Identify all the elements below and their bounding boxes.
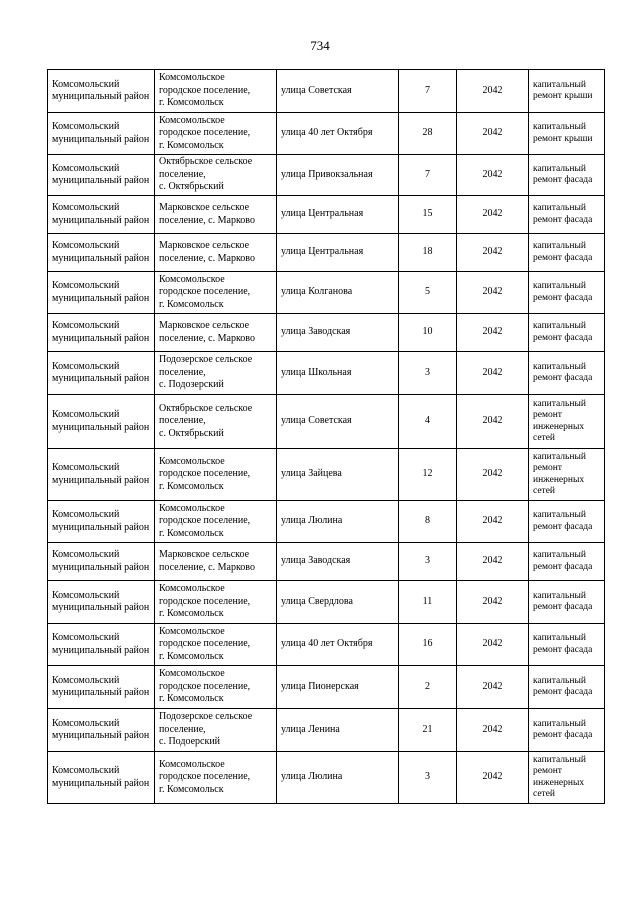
cell-line: капитальный	[533, 163, 586, 174]
cell-line: Марковское сельское	[159, 202, 250, 213]
cell-line: городское поселение,	[159, 127, 251, 139]
cell-line: г. Комсомольск	[159, 480, 224, 492]
cell-line: ремонт фасада	[533, 214, 593, 225]
table-row	[48, 752, 605, 804]
district-cell: Комсомольский муниципальный район	[48, 70, 155, 113]
street-cell: улица Привокзальная	[277, 155, 399, 196]
district-cell: Комсомольский муниципальный район	[48, 449, 155, 501]
settlement-cell	[155, 501, 277, 543]
settlement-cell	[155, 709, 277, 752]
street-cell: улица Советская	[277, 395, 399, 449]
house-number-cell: 4	[399, 395, 457, 449]
cell-line: капитальный	[533, 241, 586, 251]
cell-line: г. Комсомольск	[159, 527, 224, 539]
cell-line: ремонт фасада	[533, 252, 593, 263]
street-cell: улица Школьная	[277, 352, 399, 395]
house-number-cell: 3	[399, 352, 457, 395]
year-cell: 2042	[457, 581, 529, 624]
cell-line: Октябрьское сельское	[159, 156, 253, 168]
settlement-cell	[155, 666, 277, 709]
cell-line: капитальный	[533, 718, 586, 729]
house-number-cell: 3	[399, 543, 457, 581]
cell-line: городское поселение,	[159, 680, 251, 692]
cell-line: ремонт фасада	[533, 602, 593, 612]
cell-line: ремонт фасада	[533, 292, 593, 303]
year-cell: 2042	[457, 196, 529, 234]
district-cell: Комсомольский муниципальный район	[48, 314, 155, 352]
cell-line: сетей	[533, 433, 556, 443]
district-cell: Комсомольский муниципальный район	[48, 272, 155, 314]
street-cell: улица Заводская	[277, 543, 399, 581]
table-row	[48, 352, 605, 395]
settlement-cell	[155, 314, 277, 352]
year-cell: 2042	[457, 666, 529, 709]
street-cell: улица Советская	[277, 70, 399, 113]
table-row	[48, 70, 605, 113]
settlement-cell	[155, 70, 277, 113]
cell-line: поселение, с. Марково	[159, 214, 255, 226]
cell-line: ремонт фасада	[533, 332, 593, 343]
year-cell: 2042	[457, 709, 529, 752]
cell-line: капитальный	[533, 321, 586, 331]
page-number: 734	[310, 38, 330, 53]
district-cell: Комсомольский муниципальный район	[48, 581, 155, 624]
street-cell: улица Пионерская	[277, 666, 399, 709]
work-type-cell	[529, 624, 605, 666]
cell-line: Подозерское сельское	[159, 354, 253, 366]
work-type-cell	[529, 272, 605, 314]
year-cell: 2042	[457, 155, 529, 196]
street-cell: улица Люлина	[277, 501, 399, 543]
cell-line: капитальный	[533, 79, 586, 90]
cell-line: ремонт фасада	[533, 644, 593, 655]
district-cell: Комсомольский муниципальный район	[48, 752, 155, 804]
cell-line: г. Комсомольск	[159, 139, 224, 151]
year-cell: 2042	[457, 272, 529, 314]
district-cell: Комсомольский муниципальный район	[48, 543, 155, 581]
table-row	[48, 113, 605, 155]
cell-line: поселение,	[159, 366, 206, 378]
year-cell: 2042	[457, 70, 529, 113]
district-cell: Комсомольский муниципальный район	[48, 395, 155, 449]
settlement-cell	[155, 581, 277, 624]
work-type-cell	[529, 314, 605, 352]
cell-line: поселение,	[159, 723, 206, 735]
cell-line: ремонт	[533, 463, 562, 473]
settlement-cell	[155, 234, 277, 272]
repair-schedule-table	[47, 69, 605, 804]
table-row	[48, 155, 605, 196]
table-row	[48, 272, 605, 314]
work-type-cell	[529, 352, 605, 395]
year-cell: 2042	[457, 314, 529, 352]
street-cell: улица Центральная	[277, 196, 399, 234]
table-row	[48, 395, 605, 449]
cell-line: городское поселение,	[159, 515, 251, 527]
year-cell: 2042	[457, 352, 529, 395]
cell-line: Подозерское сельское	[159, 711, 253, 723]
cell-line: Октябрьское сельское	[159, 402, 253, 414]
cell-line: поселение, с. Марково	[159, 561, 255, 573]
work-type-cell	[529, 155, 605, 196]
cell-line: Комсомольское	[159, 273, 225, 285]
work-type-cell	[529, 543, 605, 581]
settlement-cell	[155, 624, 277, 666]
table-row	[48, 196, 605, 234]
house-number-cell: 15	[399, 196, 457, 234]
district-cell: Комсомольский муниципальный район	[48, 666, 155, 709]
work-type-cell	[529, 709, 605, 752]
cell-line: ремонт крыши	[533, 91, 593, 101]
cell-line: Комсомольское	[159, 583, 225, 595]
cell-line: инженерных	[533, 474, 585, 485]
table-row	[48, 543, 605, 581]
settlement-cell	[155, 752, 277, 804]
work-type-cell	[529, 234, 605, 272]
year-cell: 2042	[457, 624, 529, 666]
table-row	[48, 709, 605, 752]
cell-line: городское поселение,	[159, 595, 251, 607]
cell-line: городское поселение,	[159, 84, 251, 96]
house-number-cell: 7	[399, 155, 457, 196]
table-body	[48, 70, 605, 804]
cell-line: городское поселение,	[159, 771, 251, 783]
cell-line: поселение, с. Марково	[159, 252, 255, 264]
year-cell: 2042	[457, 501, 529, 543]
cell-line: ремонт	[533, 410, 562, 420]
year-cell: 2042	[457, 449, 529, 501]
year-cell: 2042	[457, 752, 529, 804]
house-number-cell: 5	[399, 272, 457, 314]
cell-line: городское поселение,	[159, 468, 251, 480]
cell-line: г. Комсомольск	[159, 693, 224, 705]
cell-line: Марковское сельское	[159, 320, 250, 331]
cell-line: ремонт фасада	[533, 175, 593, 185]
cell-line: г. Комсомольск	[159, 97, 224, 109]
table-row	[48, 501, 605, 543]
house-number-cell: 18	[399, 234, 457, 272]
house-number-cell: 2	[399, 666, 457, 709]
cell-line: капитальный	[533, 590, 586, 601]
house-number-cell: 16	[399, 624, 457, 666]
district-cell: Комсомольский муниципальный район	[48, 113, 155, 155]
settlement-cell	[155, 196, 277, 234]
cell-line: Комсомольское	[159, 72, 225, 84]
cell-line: с. Подоерский	[159, 736, 221, 748]
cell-line: капитальный	[533, 754, 586, 765]
street-cell: улица Колганова	[277, 272, 399, 314]
settlement-cell	[155, 155, 277, 196]
settlement-cell	[155, 272, 277, 314]
house-number-cell: 11	[399, 581, 457, 624]
table-row	[48, 581, 605, 624]
cell-line: поселение, с. Марково	[159, 332, 255, 344]
cell-line: г. Комсомольск	[159, 608, 224, 620]
work-type-cell	[529, 581, 605, 624]
cell-line: с. Октябрьский	[159, 181, 224, 193]
cell-line: ремонт фасада	[533, 730, 593, 740]
settlement-cell	[155, 352, 277, 395]
district-cell: Комсомольский муниципальный район	[48, 709, 155, 752]
work-type-cell	[529, 449, 605, 501]
house-number-cell: 10	[399, 314, 457, 352]
cell-line: поселение,	[159, 415, 206, 427]
street-cell: улица Свердлова	[277, 581, 399, 624]
cell-line: сетей	[533, 789, 556, 799]
district-cell: Комсомольский муниципальный район	[48, 196, 155, 234]
table-row	[48, 449, 605, 501]
year-cell: 2042	[457, 543, 529, 581]
cell-line: капитальный	[533, 675, 586, 686]
settlement-cell	[155, 113, 277, 155]
street-cell: улица 40 лет Октября	[277, 113, 399, 155]
work-type-cell	[529, 113, 605, 155]
cell-line: городское поселение,	[159, 286, 251, 298]
street-cell: улица Ленина	[277, 709, 399, 752]
work-type-cell	[529, 501, 605, 543]
house-number-cell: 3	[399, 752, 457, 804]
cell-line: Марковское сельское	[159, 240, 250, 251]
cell-line: ремонт	[533, 766, 562, 776]
cell-line: капитальный	[533, 510, 586, 520]
table-row	[48, 624, 605, 666]
cell-line: капитальный	[533, 122, 586, 132]
cell-line: Комсомольское	[159, 668, 225, 680]
cell-line: капитальный	[533, 398, 586, 409]
cell-line: Комсомольское	[159, 114, 225, 126]
cell-line: с. Подозерский	[159, 379, 224, 391]
cell-line: сетей	[533, 486, 556, 496]
cell-line: Комсомольское	[159, 758, 225, 770]
district-cell: Комсомольский муниципальный район	[48, 624, 155, 666]
cell-line: г. Комсомольск	[159, 783, 224, 795]
cell-line: ремонт фасада	[533, 373, 593, 383]
cell-line: с. Октябрьский	[159, 427, 224, 439]
work-type-cell	[529, 666, 605, 709]
cell-line: городское поселение,	[159, 638, 251, 650]
settlement-cell	[155, 543, 277, 581]
cell-line: Комсомольское	[159, 455, 225, 467]
settlement-cell	[155, 395, 277, 449]
street-cell: улица Заводская	[277, 314, 399, 352]
cell-line: ремонт фасада	[533, 521, 593, 532]
cell-line: капитальный	[533, 633, 586, 643]
house-number-cell: 8	[399, 501, 457, 543]
house-number-cell: 12	[399, 449, 457, 501]
work-type-cell	[529, 395, 605, 449]
street-cell: улица 40 лет Октября	[277, 624, 399, 666]
cell-line: капитальный	[533, 361, 586, 372]
table-row	[48, 666, 605, 709]
cell-line: инженерных	[533, 421, 585, 432]
cell-line: капитальный	[533, 451, 586, 462]
street-cell: улица Люлина	[277, 752, 399, 804]
work-type-cell	[529, 70, 605, 113]
cell-line: г. Комсомольск	[159, 650, 224, 662]
cell-line: ремонт фасада	[533, 687, 593, 697]
cell-line: капитальный	[533, 203, 586, 213]
cell-line: Комсомольское	[159, 502, 225, 514]
table-row	[48, 314, 605, 352]
cell-line: поселение,	[159, 168, 206, 180]
cell-line: капитальный	[533, 550, 586, 560]
cell-line: г. Комсомольск	[159, 298, 224, 310]
district-cell: Комсомольский муниципальный район	[48, 234, 155, 272]
year-cell: 2042	[457, 395, 529, 449]
cell-line: Комсомольское	[159, 625, 225, 637]
district-cell: Комсомольский муниципальный район	[48, 155, 155, 196]
settlement-cell	[155, 449, 277, 501]
district-cell: Комсомольский муниципальный район	[48, 352, 155, 395]
work-type-cell	[529, 196, 605, 234]
year-cell: 2042	[457, 234, 529, 272]
house-number-cell: 7	[399, 70, 457, 113]
cell-line: Марковское сельское	[159, 549, 250, 560]
cell-line: ремонт фасада	[533, 561, 593, 572]
cell-line: ремонт крыши	[533, 133, 593, 144]
house-number-cell: 21	[399, 709, 457, 752]
work-type-cell	[529, 752, 605, 804]
table-row	[48, 234, 605, 272]
cell-line: инженерных	[533, 777, 585, 788]
street-cell: улица Зайцева	[277, 449, 399, 501]
district-cell: Комсомольский муниципальный район	[48, 501, 155, 543]
street-cell: улица Центральная	[277, 234, 399, 272]
cell-line: капитальный	[533, 281, 586, 291]
house-number-cell: 28	[399, 113, 457, 155]
year-cell: 2042	[457, 113, 529, 155]
